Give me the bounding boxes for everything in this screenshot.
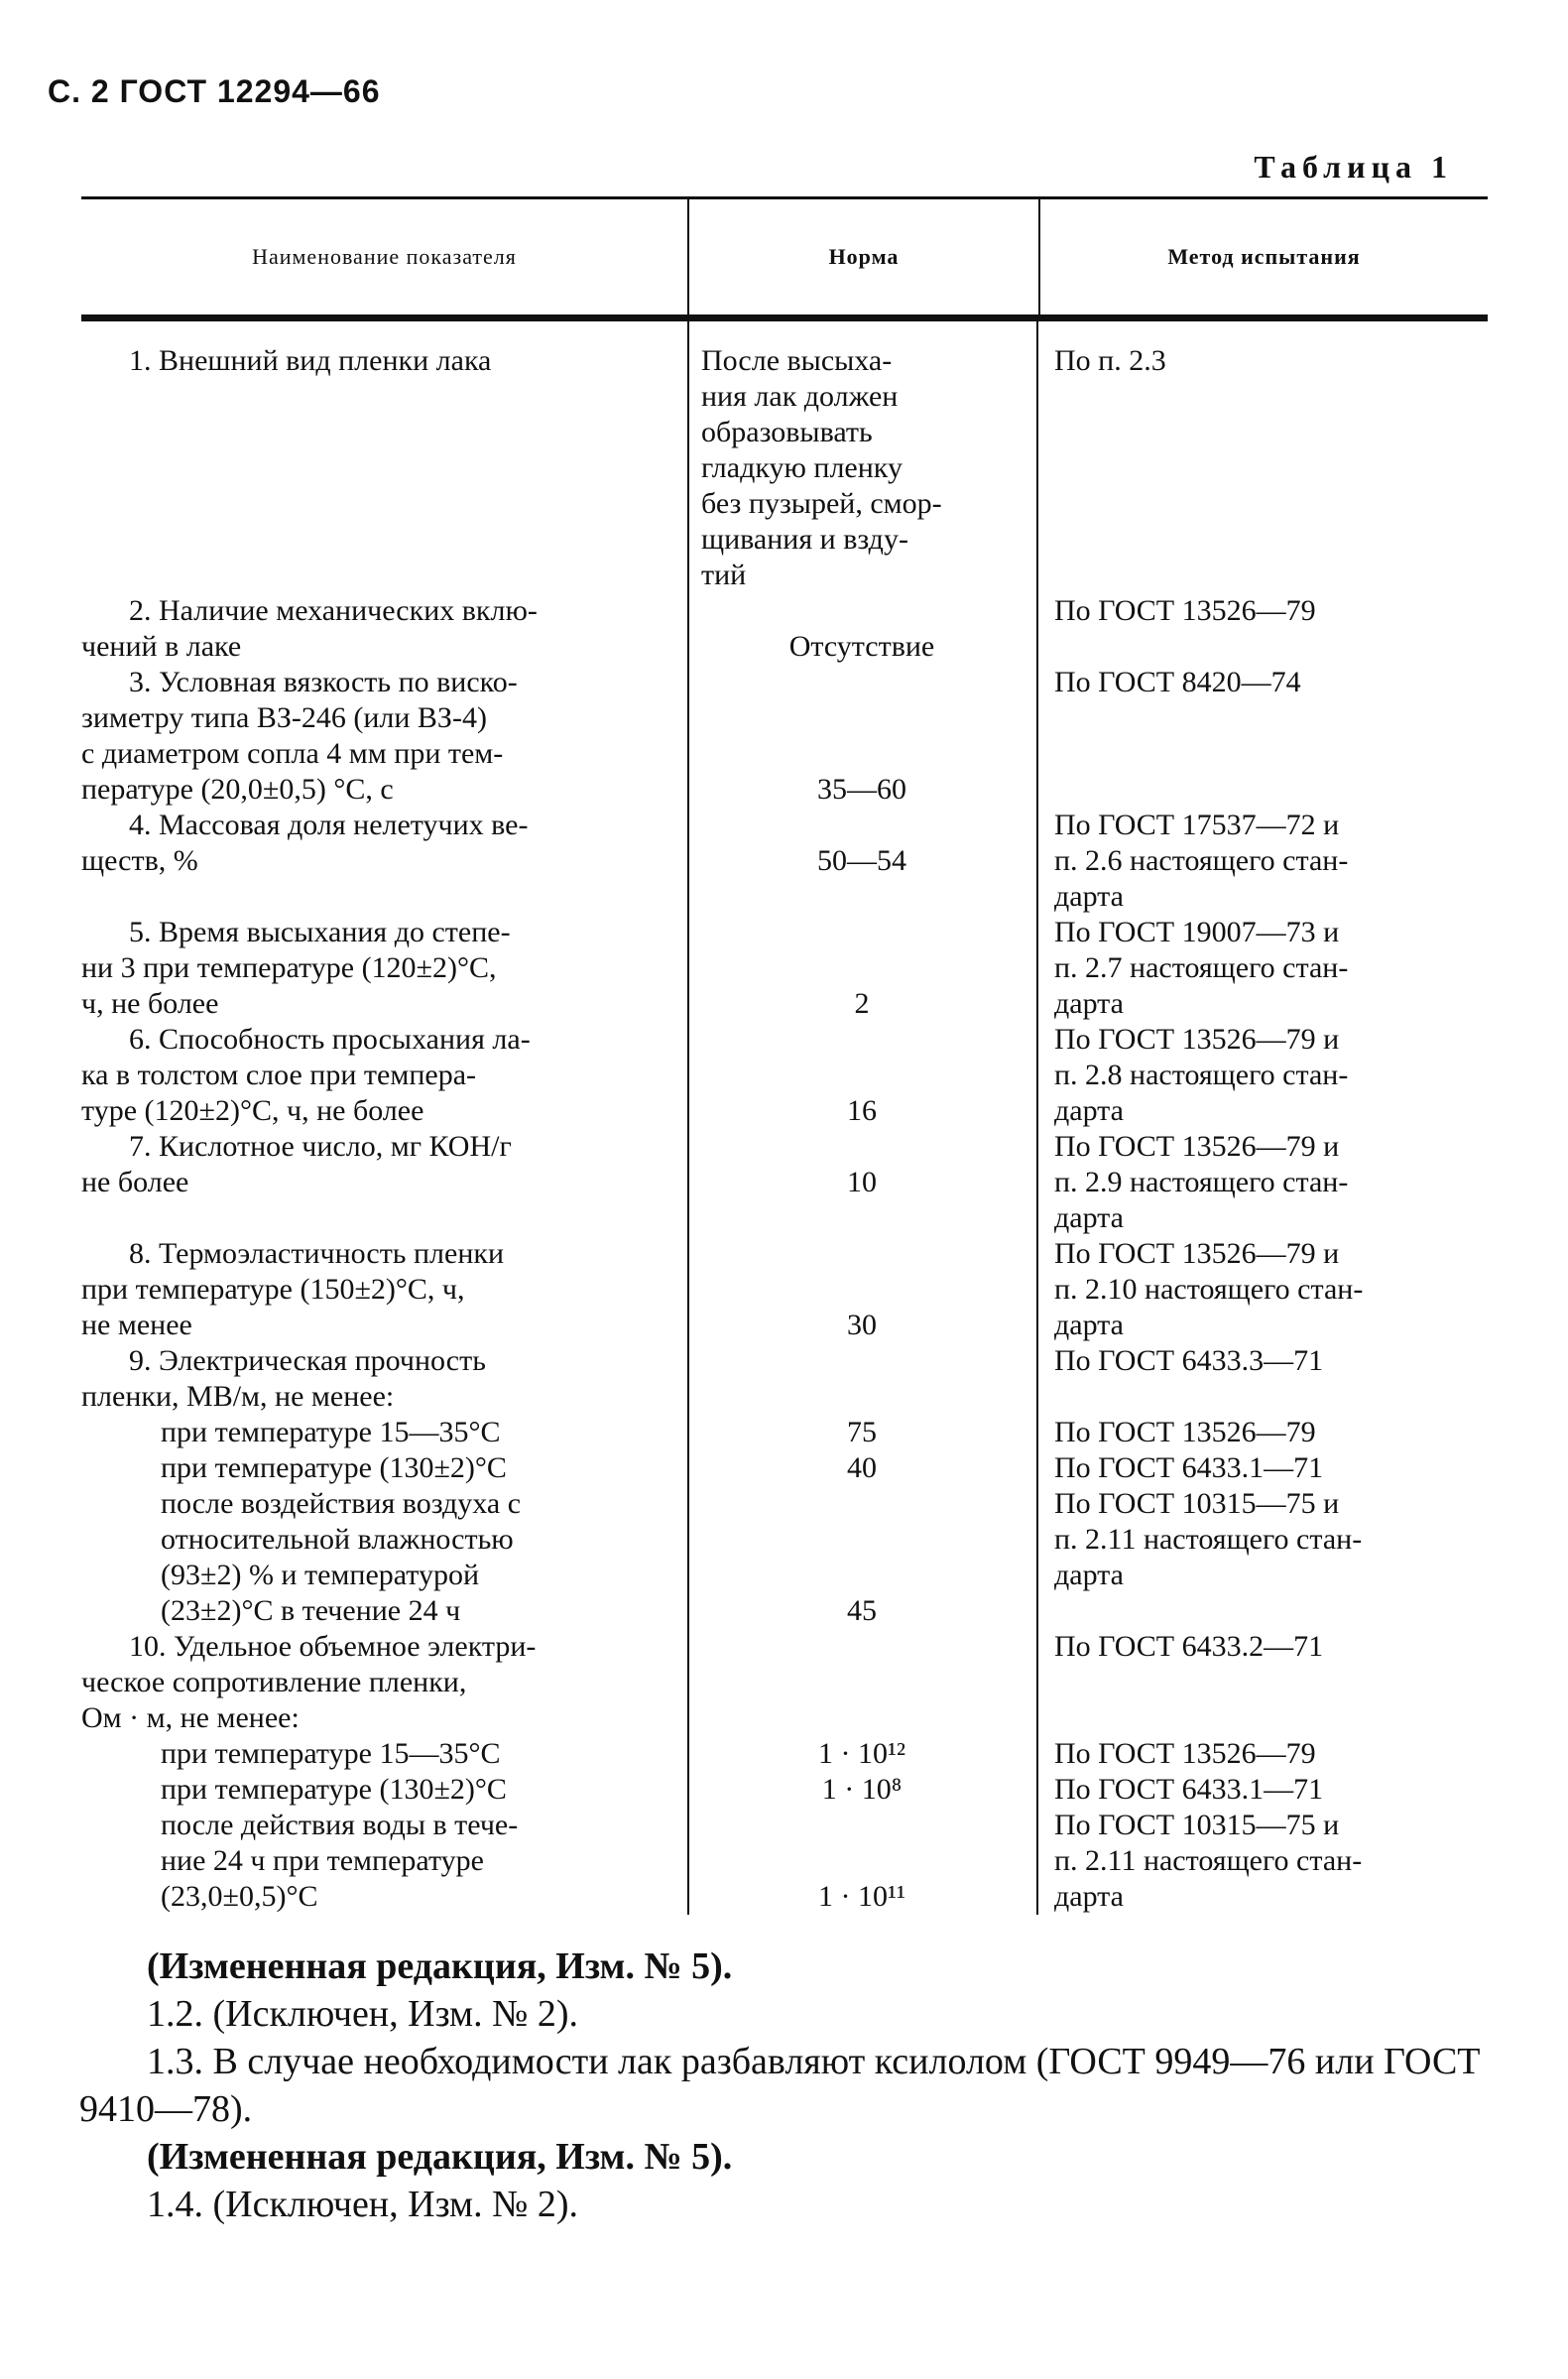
- table-row: [81, 1843, 1488, 1879]
- cell-norm: [687, 665, 1036, 700]
- cell-method: дарта: [1054, 987, 1124, 1020]
- cell-method: По ГОСТ 6433.1—71: [1054, 1773, 1324, 1806]
- cell-norm: 10: [847, 1166, 877, 1198]
- cell-name: при температуре 15—35°С: [161, 1737, 501, 1770]
- cell-name: Ом · м, не менее:: [81, 1701, 300, 1734]
- cell-norm: [687, 1558, 1036, 1593]
- table-row: [81, 950, 1488, 986]
- cell-name: с диаметром сопла 4 мм при тем-: [81, 737, 504, 770]
- cell-name: 5. Время высыхания до степе-: [129, 916, 511, 948]
- cell-norm: [687, 808, 1036, 843]
- cell-method: дарта: [1054, 1309, 1124, 1341]
- table-row: [81, 450, 1488, 486]
- cell-method: [1036, 1665, 1488, 1700]
- cell-norm: [687, 700, 1036, 736]
- cell-method: [1036, 736, 1488, 772]
- column-header-norm: Норма: [687, 199, 1038, 314]
- cell-norm: Отсутствие: [788, 630, 935, 663]
- cell-norm: 30: [847, 1309, 877, 1341]
- footnote-line: (Измененная редакция, Изм. № 5).: [147, 1945, 733, 1987]
- cell-method: По ГОСТ 13526—79: [1054, 1416, 1316, 1448]
- table-row: [81, 629, 1488, 665]
- cell-name: ческое сопротивление пленки,: [81, 1666, 467, 1698]
- table-row: [81, 665, 1488, 700]
- cell-norm: [687, 1343, 1036, 1379]
- cell-name: ни 3 при температуре (120±2)°С,: [81, 951, 497, 984]
- cell-name: (23,0±0,5)°С: [161, 1880, 318, 1913]
- cell-method: [1036, 772, 1488, 808]
- cell-method: дарта: [1054, 880, 1124, 913]
- column-header-name: Наименование показателя: [252, 244, 517, 269]
- cell-norm: образовывать: [701, 416, 873, 448]
- cell-name: [81, 558, 687, 593]
- page-reference: С. 2 ГОСТ 12294—66: [48, 73, 381, 109]
- table-row: [81, 1808, 1488, 1843]
- cell-norm: 75: [847, 1416, 877, 1448]
- table-row: [81, 1629, 1488, 1665]
- cell-method: По ГОСТ 19007—73 и: [1054, 916, 1340, 948]
- cell-name: ка в толстом слое при темпера-: [81, 1059, 476, 1091]
- cell-name: при температуре 15—35°С: [161, 1416, 501, 1448]
- cell-name: чений в лаке: [81, 630, 242, 663]
- cell-method: По ГОСТ 13526—79 и: [1054, 1237, 1340, 1270]
- cell-norm: [687, 1022, 1036, 1058]
- cell-name: ч, не более: [81, 987, 219, 1020]
- cell-name: после воздействия воздуха с: [161, 1487, 522, 1520]
- cell-norm: [687, 1486, 1036, 1522]
- cell-name: 10. Удельное объемное электри-: [129, 1630, 537, 1663]
- cell-method: п. 2.9 настоящего стан-: [1054, 1166, 1349, 1198]
- cell-norm: 40: [847, 1451, 877, 1484]
- cell-norm: [687, 1272, 1036, 1308]
- cell-name: при температуре (130±2)°С: [161, 1773, 507, 1806]
- cell-name: [81, 522, 687, 558]
- table-row: [81, 808, 1488, 843]
- table-row: [81, 879, 1488, 915]
- cell-name: 7. Кислотное число, мг КОН/г: [129, 1130, 512, 1163]
- cell-norm: 1 · 10⁸: [821, 1773, 903, 1806]
- table-row: [81, 915, 1488, 950]
- cell-method: дарта: [1054, 1559, 1124, 1591]
- table-row: [81, 1665, 1488, 1700]
- cell-norm: [687, 879, 1036, 915]
- cell-method: По ГОСТ 10315—75 и: [1054, 1809, 1340, 1841]
- footnote-line: 1.4. (Исключен, Изм. № 2).: [147, 2184, 579, 2225]
- cell-method: [1036, 522, 1488, 558]
- cell-name: при температуре (130±2)°С: [161, 1451, 507, 1484]
- table-row: [81, 343, 1488, 379]
- cell-name: [81, 450, 687, 486]
- cell-name: туре (120±2)°С, ч, не более: [81, 1094, 424, 1127]
- cell-norm: [687, 1808, 1036, 1843]
- cell-name: 9. Электрическая прочность: [129, 1344, 486, 1377]
- cell-name: 3. Условная вязкость по виско-: [129, 666, 518, 698]
- cell-norm: [687, 1379, 1036, 1415]
- cell-name: [81, 1200, 687, 1236]
- footnote-line: (Измененная редакция, Изм. № 5).: [147, 2136, 733, 2178]
- table-row: [81, 486, 1488, 522]
- table-row: [81, 593, 1488, 629]
- cell-norm: [687, 1058, 1036, 1093]
- table-row: [81, 1129, 1488, 1165]
- cell-method: [1036, 700, 1488, 736]
- table-row: [81, 415, 1488, 450]
- table-row: [81, 1879, 1488, 1915]
- cell-method: дарта: [1054, 1201, 1124, 1234]
- table-row: [81, 736, 1488, 772]
- cell-method: По ГОСТ 13526—79 и: [1054, 1130, 1340, 1163]
- cell-method: По ГОСТ 13526—79: [1054, 594, 1316, 627]
- table-row: [81, 379, 1488, 415]
- table-row: [81, 1700, 1488, 1736]
- table-header: [81, 199, 1488, 317]
- cell-method: п. 2.6 настоящего стан-: [1054, 844, 1349, 877]
- cell-norm: гладкую пленку: [701, 451, 903, 484]
- cell-name: 8. Термоэластичность пленки: [129, 1237, 505, 1270]
- cell-norm: [687, 1700, 1036, 1736]
- cell-name: относительной влажностью: [161, 1523, 514, 1556]
- table-row: [81, 1165, 1488, 1200]
- cell-name: пленки, МВ/м, не менее:: [81, 1380, 395, 1413]
- footnotes: [79, 1942, 1500, 2228]
- cell-name: [81, 415, 687, 450]
- cell-method: [1036, 1593, 1488, 1629]
- cell-method: п. 2.11 настоящего стан-: [1054, 1844, 1363, 1877]
- cell-method: По ГОСТ 6433.1—71: [1054, 1451, 1324, 1484]
- cell-name: (23±2)°С в течение 24 ч: [161, 1594, 461, 1627]
- cell-norm: После высыха-: [701, 344, 893, 377]
- cell-name: ществ, %: [81, 844, 198, 877]
- cell-name: [81, 379, 687, 415]
- table-row: [81, 986, 1488, 1022]
- cell-name: пературе (20,0±0,5) °С, с: [81, 773, 394, 806]
- cell-method: п. 2.8 настоящего стан-: [1054, 1059, 1349, 1091]
- cell-norm: [687, 1522, 1036, 1558]
- table-row: [81, 1272, 1488, 1308]
- cell-name: при температуре (150±2)°С, ч,: [81, 1273, 465, 1306]
- cell-norm: без пузырей, смор-: [701, 487, 942, 520]
- cell-name: не более: [81, 1166, 189, 1198]
- cell-norm: [687, 593, 1036, 629]
- cell-method: [1036, 1700, 1488, 1736]
- table-row: [81, 1308, 1488, 1343]
- cell-method: дарта: [1054, 1880, 1124, 1913]
- cell-norm: тий: [701, 559, 747, 591]
- cell-name: 2. Наличие механических вклю-: [129, 594, 538, 627]
- cell-norm: щивания и взду-: [701, 523, 908, 556]
- cell-name: 1. Внешний вид пленки лака: [129, 344, 492, 377]
- cell-method: [1036, 1379, 1488, 1415]
- table-row: [81, 1093, 1488, 1129]
- cell-name: [81, 486, 687, 522]
- cell-norm: 2: [854, 987, 870, 1020]
- cell-name: после действия воды в тече-: [161, 1809, 519, 1841]
- cell-method: По п. 2.3: [1054, 344, 1166, 377]
- table-title: Таблица 1: [1254, 149, 1453, 185]
- cell-norm: [687, 915, 1036, 950]
- cell-method: [1036, 415, 1488, 450]
- cell-method: п. 2.10 настоящего стан-: [1054, 1273, 1364, 1306]
- cell-name: 6. Способность просыхания ла-: [129, 1023, 531, 1056]
- cell-name: [81, 879, 687, 915]
- column-header-method: Метод испытания: [1038, 199, 1488, 314]
- table-row: [81, 1343, 1488, 1379]
- cell-name: (93±2) % и температурой: [161, 1559, 480, 1591]
- cell-method: По ГОСТ 6433.3—71: [1054, 1344, 1324, 1377]
- table-row: [81, 1236, 1488, 1272]
- table-row: [81, 1200, 1488, 1236]
- table-row: [81, 1593, 1488, 1629]
- cell-method: [1036, 450, 1488, 486]
- table-row: [81, 1772, 1488, 1808]
- cell-method: По ГОСТ 6433.2—71: [1054, 1630, 1324, 1663]
- cell-method: [1036, 629, 1488, 665]
- cell-norm: [687, 1629, 1036, 1665]
- table-row: [81, 1379, 1488, 1415]
- cell-method: [1036, 486, 1488, 522]
- cell-method: По ГОСТ 8420—74: [1054, 666, 1301, 698]
- cell-method: дарта: [1054, 1094, 1124, 1127]
- footnote-line: 1.3. В случае необходимости лак разбавляют ксилолом (ГОСТ 9949—76 или ГОСТ 9410—78).: [79, 2041, 1481, 2130]
- table-row: [81, 1522, 1488, 1558]
- table-row: [81, 1058, 1488, 1093]
- table-row: [81, 522, 1488, 558]
- cell-norm: 50—54: [817, 844, 906, 877]
- table-body: [81, 321, 1488, 1915]
- table-row: [81, 558, 1488, 593]
- cell-method: По ГОСТ 10315—75 и: [1054, 1487, 1340, 1520]
- cell-norm: [687, 1129, 1036, 1165]
- cell-norm: [687, 736, 1036, 772]
- table-row: [81, 1736, 1488, 1772]
- cell-name: ние 24 ч при температуре: [161, 1844, 484, 1877]
- table-row: [81, 1450, 1488, 1486]
- cell-norm: 45: [847, 1594, 877, 1627]
- cell-norm: 16: [847, 1094, 877, 1127]
- column-divider: [1036, 321, 1038, 1915]
- cell-norm: ния лак должен: [701, 380, 899, 413]
- table-row: [81, 1486, 1488, 1522]
- footnote-line: 1.2. (Исключен, Изм. № 2).: [147, 1993, 579, 2035]
- column-divider: [687, 321, 689, 1915]
- cell-method: [1036, 558, 1488, 593]
- table-row: [81, 1022, 1488, 1058]
- cell-method: По ГОСТ 13526—79: [1054, 1737, 1316, 1770]
- cell-method: По ГОСТ 17537—72 и: [1054, 809, 1340, 841]
- cell-norm: [687, 950, 1036, 986]
- table-row: [81, 1415, 1488, 1450]
- cell-method: п. 2.7 настоящего стан-: [1054, 951, 1349, 984]
- cell-method: По ГОСТ 13526—79 и: [1054, 1023, 1340, 1056]
- specification-table: [81, 196, 1488, 1915]
- cell-name: не менее: [81, 1309, 192, 1341]
- table-row: [81, 772, 1488, 808]
- cell-norm: 1 · 10¹¹: [818, 1880, 905, 1913]
- cell-method: [1036, 379, 1488, 415]
- table-row: [81, 843, 1488, 879]
- cell-name: зиметру типа ВЗ-246 (или ВЗ-4): [81, 701, 487, 734]
- cell-norm: [687, 1665, 1036, 1700]
- table-row: [81, 1558, 1488, 1593]
- cell-norm: 35—60: [817, 773, 906, 806]
- cell-norm: 1 · 10¹²: [818, 1737, 905, 1770]
- cell-norm: [687, 1200, 1036, 1236]
- cell-method: п. 2.11 настоящего стан-: [1054, 1523, 1363, 1556]
- cell-name: 4. Массовая доля нелетучих ве-: [129, 809, 529, 841]
- cell-norm: [687, 1236, 1036, 1272]
- table-row: [81, 700, 1488, 736]
- cell-norm: [687, 1843, 1036, 1879]
